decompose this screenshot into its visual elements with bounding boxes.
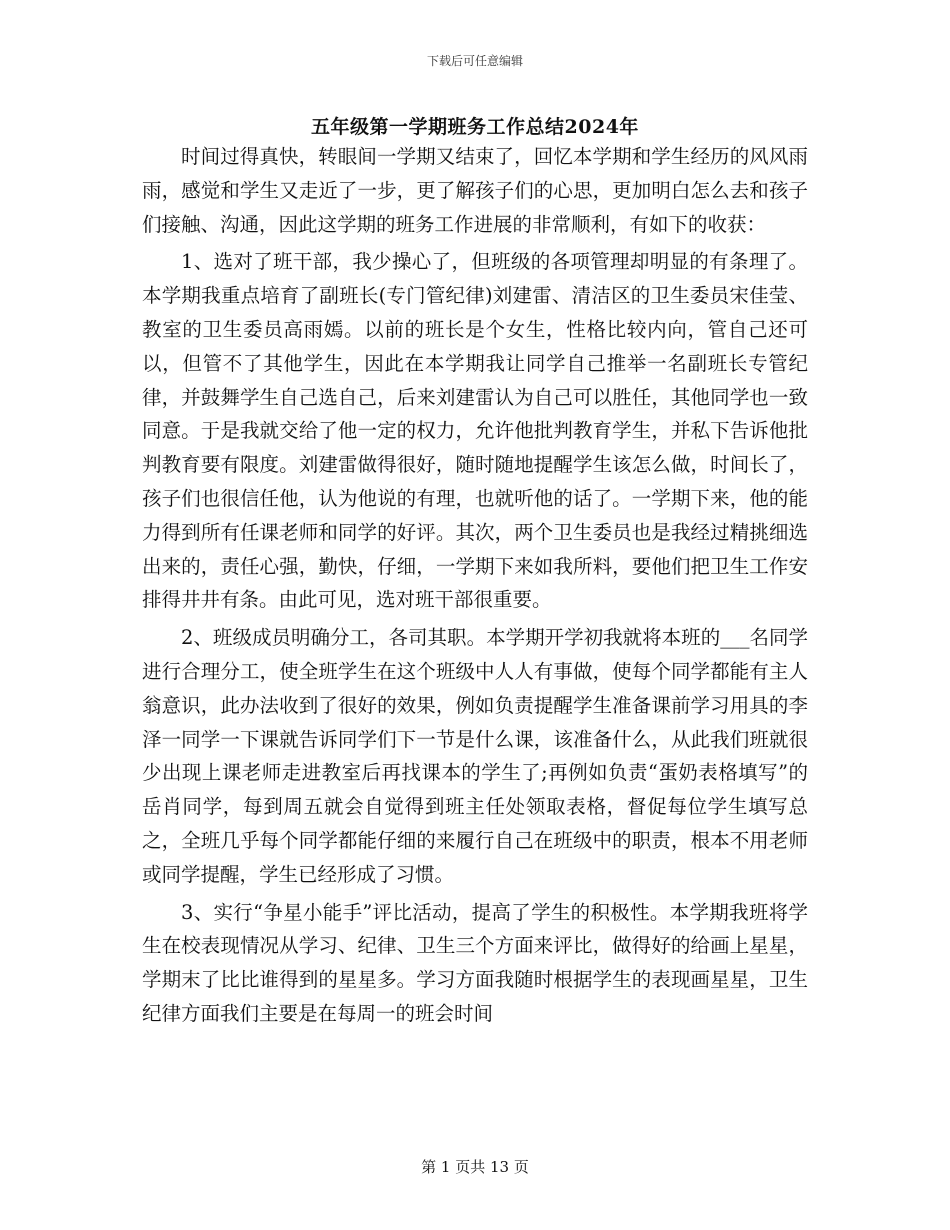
page-header-note: 下载后可任意编辑 <box>426 54 523 68</box>
document-title: 五年级第一学期班务工作总结2024年 <box>311 116 639 138</box>
paragraph-intro: 时间过得真快，转眼间一学期又结束了，回忆本学期和学生经历的风风雨雨，感觉和学生又走近了一步，更了解孩子们的心思，更加明白怎么去和孩子们接触、沟通，因此这学期的班务工作进展的非常顺利，有如下的收获： <box>142 145 808 236</box>
paragraph-3: 3、实行“争星小能手”评比活动，提高了学生的积极性。本学期我班将学生在校表现情况从学习、纪律、卫生三个方面来评比，做得好的给画上星星，学期末了比比谁得到的星星多。学习方面我随时根据学生的表现画星星，卫生纪律方面我们主要是在每周一的班会时间 <box>142 900 808 1025</box>
document-body <box>142 140 808 1035</box>
page-footer-number: 第 1 页共 13 页 <box>421 1158 529 1176</box>
paragraph-1: 1、选对了班干部，我少操心了，但班级的各项管理却明显的有条理了。本学期我重点培育了副班长(专门管纪律)刘建雷、清洁区的卫生委员宋佳莹、教室的卫生委员高雨嫣。以前的班长是个女生，性格比较内向，管自己还可以，但管不了其他学生，因此在本学期我让同学自己推举一名副班长专管纪律，并鼓舞学生自己选自己，后来刘建雷认为自己可以胜任，其他同学也一致同意。于是我就交给了他一定的权力，允许他批判教育学生，并私下告诉他批判教育要有限度。刘建雷做得很好，随时随地提醒学生该怎么做，时间长了，孩子们也很信任他，认为他说的有理，也就听他的话了。一学期下来，他的能力得到所有任课老师和同学的好评。其次，两个卫生委员也是我经过精挑细选出来的，责任心强，勤快，仔细，一学期下来如我所料，要他们把卫生工作安排得井井有条。由此可见，选对班干部很重要。 <box>142 250 808 612</box>
paragraph-2: 2、班级成员明确分工，各司其职。本学期开学初我就将本班的___名同学进行合理分工，使全班学生在这个班级中人人有事做，使每个同学都能有主人翁意识，此办法收到了很好的效果，例如负责提醒学生准备课前学习用具的李泽一同学一下课就告诉同学们下一节是什么课，该准备什么，从此我们班就很少出现上课老师走进教室后再找课本的学生了;再例如负责“蛋奶表格填写”的岳肖同学，每到周五就会自觉得到班主任处领取表格，督促每位学生填写总之，全班几乎每个同学都能仔细的来履行自己在班级中的职责，根本不用老师或同学提醒，学生已经形成了习惯。 <box>142 626 808 886</box>
